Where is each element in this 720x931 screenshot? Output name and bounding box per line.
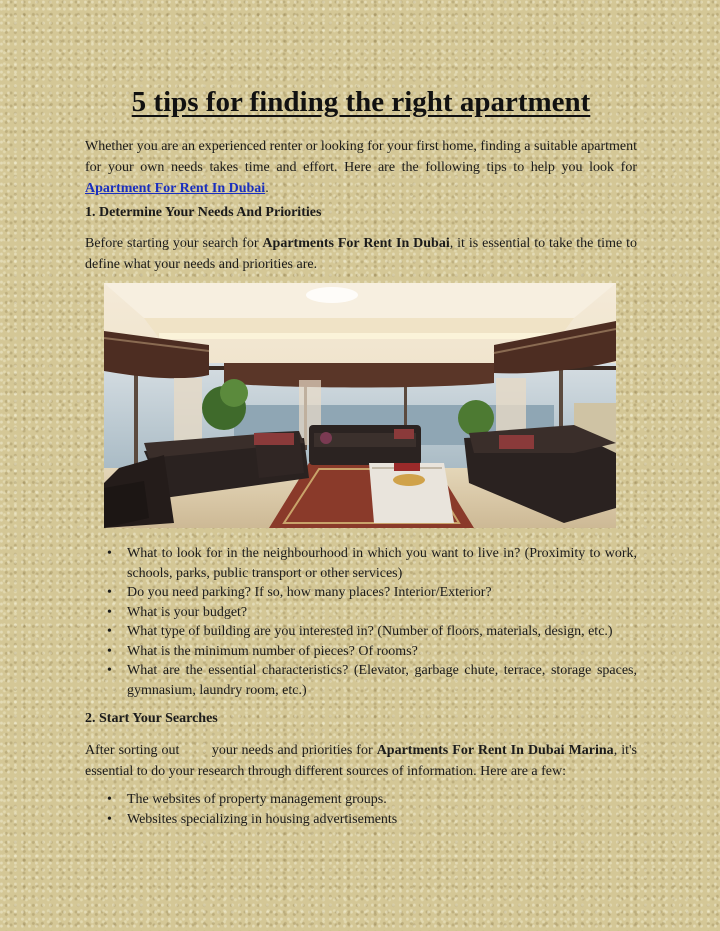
section-2-heading: 2. Start Your Searches [85,711,218,726]
section-2-bold-text: Apartments For Rent In Dubai Marina [376,743,614,758]
list-item: • Websites specializing in housing advertisements [85,810,637,830]
section-1-paragraph [85,233,637,275]
intro-text: Whether you are an experienced renter or looking for your first home, finding a suitable apartment for your own needs takes time and effort. Here are the following tips to help you look for [85,139,638,175]
needs-bullet-list [85,544,637,700]
list-item: • What to look for in the neighbourhood in which you want to live in? (Proximity to work, schools, parks, public transport or other services) [85,544,637,583]
section-2-text-after: , it's essential to do your research through different sources of information. Here are a few: [85,743,641,779]
section-1-text-before: Before starting your search for [85,236,263,251]
intro-paragraph [85,136,637,199]
section-1-text-after: , it is essential to take the time to define what your needs and priorities are. [85,236,637,272]
section-2-text-before: After sorting out your needs and priorities for [85,743,377,758]
page-title: 5 tips for finding the right apartment [131,86,591,118]
section-1-bold-text: Apartments For Rent In Dubai [262,236,450,251]
list-item: • The websites of property management groups. [85,790,637,810]
apartment-link[interactable]: Apartment For Rent In Dubai [85,181,266,196]
list-item: • What are the essential characteristics? (Elevator, garbage chute, terrace, storage spaces, gymnasium, laundry room, etc.) [85,661,637,700]
list-item: • What is your budget? [85,603,637,623]
list-item: • Do you need parking? If so, how many places? Interior/Exterior? [85,583,637,603]
intro-after: . [265,181,269,196]
list-item: • What type of building are you interested in? (Number of floors, materials, design, etc.) [85,622,637,642]
sources-bullet-list [85,790,637,829]
living-room-photo [104,283,616,528]
section-1-heading: 1. Determine Your Needs And Priorities [85,205,322,220]
section-2-paragraph [85,740,641,782]
list-item: • What is the minimum number of pieces? Of rooms? [85,642,637,662]
